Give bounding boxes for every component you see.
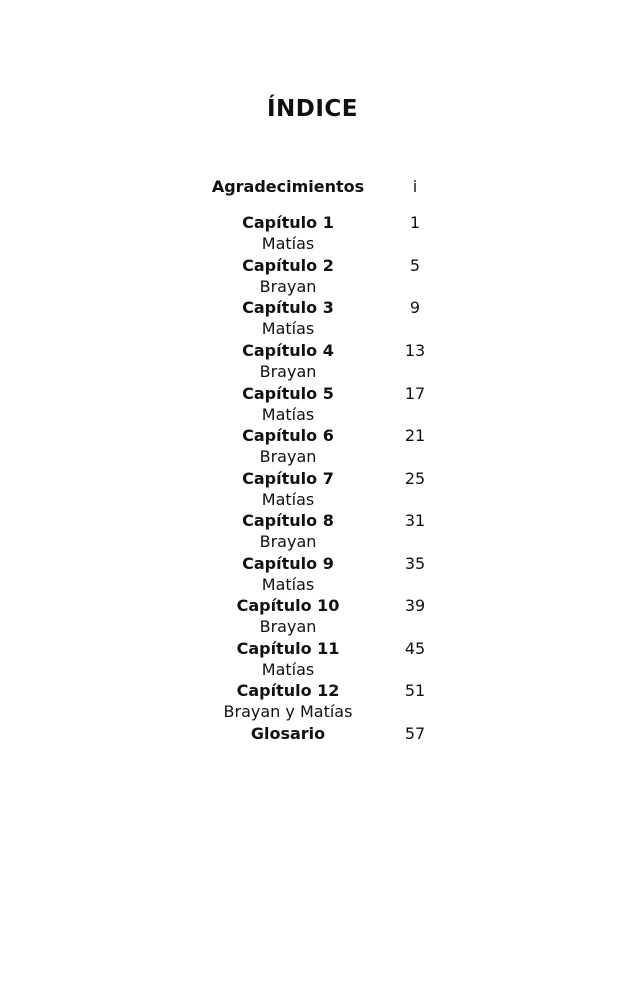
toc-entry-page: 51: [404, 681, 426, 700]
toc-entry-narrator: [0, 318, 625, 339]
toc-entry-page: 25: [404, 469, 426, 488]
toc-entry-capitulo-5[interactable]: [0, 383, 625, 404]
toc-entry-capitulo-11[interactable]: [0, 638, 625, 659]
toc-entry-label: Capítulo 3: [242, 298, 334, 317]
toc-entry-page: 1: [409, 213, 421, 232]
toc-entry-label: Capítulo 12: [236, 681, 340, 700]
toc-entry-label: Capítulo 9: [242, 554, 334, 573]
toc-entry-label: Capítulo 11: [236, 639, 340, 658]
toc-entry-label: Capítulo 8: [242, 511, 334, 530]
toc-entry-page: 35: [404, 554, 426, 573]
toc-entry-glosario[interactable]: [0, 723, 625, 744]
toc-entry-label: Agradecimientos: [211, 177, 365, 196]
toc-entry-narrator-text: Brayan: [259, 277, 317, 296]
toc-entry-capitulo-10[interactable]: [0, 595, 625, 616]
toc-entry-page: 5: [409, 256, 421, 275]
toc-entry-capitulo-4[interactable]: [0, 340, 625, 361]
toc-entry-narrator: [0, 276, 625, 297]
toc-entry-capitulo-6[interactable]: [0, 425, 625, 446]
toc-entry-narrator-text: Brayan: [259, 362, 317, 381]
toc-entry-narrator-text: Matías: [261, 490, 315, 509]
toc-entry-narrator: [0, 361, 625, 382]
toc-entry-narrator-text: Brayan: [259, 617, 317, 636]
toc-entry-narrator-text: Matías: [261, 319, 315, 338]
toc-entry-page: 57: [404, 724, 426, 743]
toc-entry-label: Capítulo 6: [242, 426, 334, 445]
toc-entry-page: 13: [404, 341, 426, 360]
toc-entry-label: Capítulo 5: [242, 384, 334, 403]
toc-entry-capitulo-1[interactable]: [0, 212, 625, 233]
toc-entry-narrator: [0, 233, 625, 254]
toc-entry-narrator: [0, 701, 625, 722]
toc-entry-capitulo-9[interactable]: [0, 553, 625, 574]
toc-entry-narrator-text: Matías: [261, 234, 315, 253]
toc-entry-narrator: [0, 404, 625, 425]
toc-entry-page: 45: [404, 639, 426, 658]
toc-entry-agradecimientos[interactable]: [0, 176, 625, 197]
toc-entry-page: 21: [404, 426, 426, 445]
toc-entry-capitulo-8[interactable]: [0, 510, 625, 531]
toc-entry-page: 17: [404, 384, 426, 403]
toc-entry-label: Capítulo 10: [236, 596, 340, 615]
toc-entry-narrator: [0, 446, 625, 467]
toc-entry-narrator-text: Brayan: [259, 447, 317, 466]
toc-entry-capitulo-2[interactable]: [0, 255, 625, 276]
toc-entry-narrator: [0, 616, 625, 637]
toc-entry-page: 39: [404, 596, 426, 615]
toc-entry-narrator-text: Matías: [261, 660, 315, 679]
toc-entry-capitulo-3[interactable]: [0, 297, 625, 318]
toc-entry-label: Glosario: [250, 724, 326, 743]
page-title: ÍNDICE: [266, 96, 359, 122]
toc-entry-narrator-text: Matías: [261, 575, 315, 594]
toc-entry-capitulo-12[interactable]: [0, 680, 625, 701]
toc-entry-narrator-text: Brayan y Matías: [223, 702, 353, 721]
toc-entry-page: 31: [404, 511, 426, 530]
toc-entry-page: 9: [409, 298, 421, 317]
toc-entry-page: i: [412, 177, 418, 196]
toc-entry-label: Capítulo 7: [242, 469, 334, 488]
toc-entry-label: Capítulo 1: [242, 213, 334, 232]
toc-entry-narrator-text: Brayan: [259, 532, 317, 551]
toc-entry-narrator: [0, 531, 625, 552]
toc-entry-narrator: [0, 574, 625, 595]
toc-entry-label: Capítulo 2: [242, 256, 334, 275]
toc-entry-capitulo-7[interactable]: [0, 468, 625, 489]
toc-entry-narrator: [0, 659, 625, 680]
toc-entry-narrator-text: Matías: [261, 405, 315, 424]
toc-entry-label: Capítulo 4: [242, 341, 334, 360]
toc-entry-narrator: [0, 489, 625, 510]
